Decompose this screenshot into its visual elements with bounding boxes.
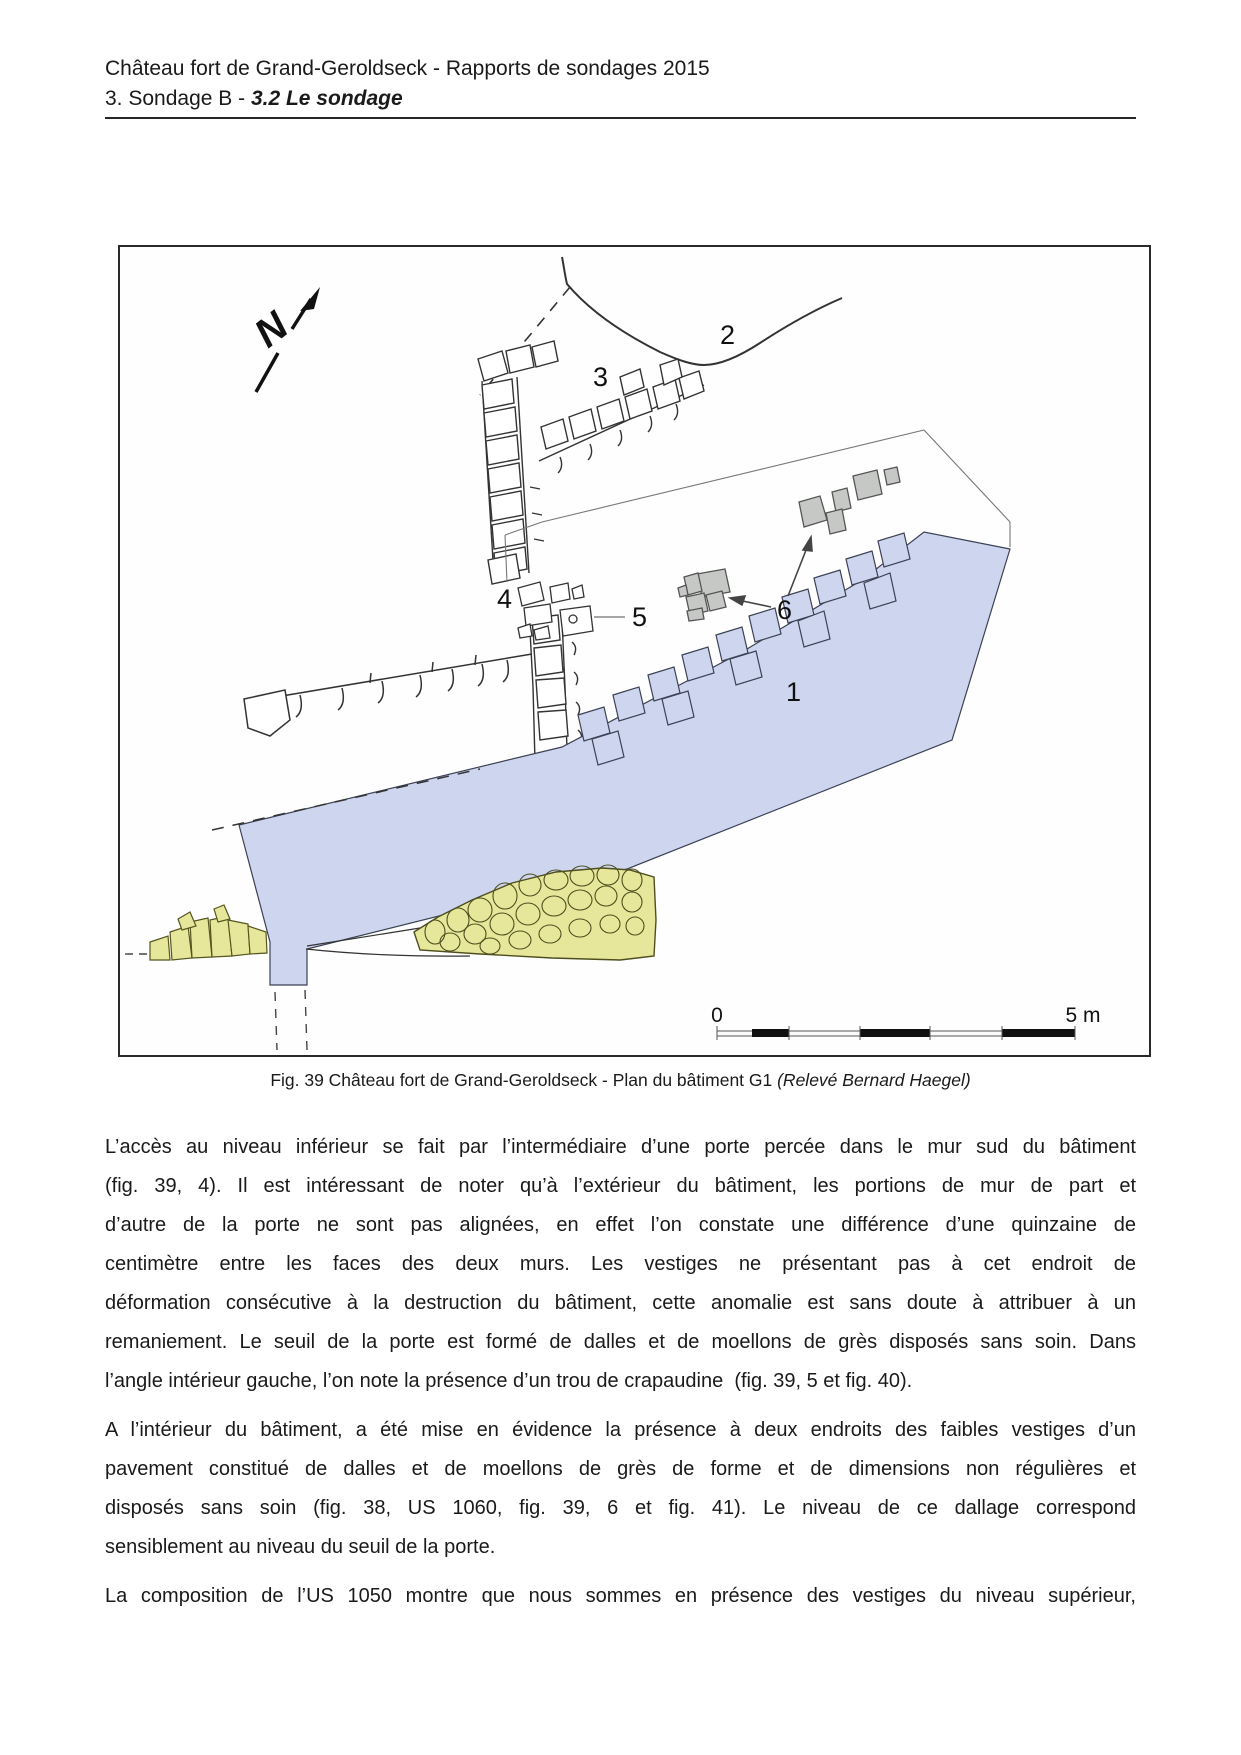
page-header [105,54,1136,114]
scale-bar [711,1004,1100,1040]
paragraph-gap [105,1401,1136,1411]
body-line: remaniement. Le seuil de la porte est formé de dalles et de moellons de grès disposés sans soin. Dans [105,1331,1136,1353]
body-line: l’angle intérieur gauche, l’on note la présence d’un trou de crapaudine (fig. 39, 5 et fig. 40). [105,1370,913,1392]
plan-label-4: 4 [497,584,513,614]
body-line: L’accès au niveau inférieur se fait par l’intermédiaire d’une porte percée dans le mur sud du bâtiment [105,1136,1136,1158]
body-line: A l’intérieur du bâtiment, a été mise en évidence la présence à deux endroits des faibles vestiges d’un [105,1419,1136,1441]
body-line: La composition de l’US 1050 montre que nous sommes en présence des vestiges du niveau supérieur, [105,1585,1136,1607]
dashed-limit-lower-1 [275,992,277,1050]
plan-label-5: 5 [632,602,648,632]
figure-39-plan [118,245,1151,1057]
plan-drawing [120,247,1149,1055]
terrain-edge-line [562,257,842,365]
body-line: disposés sans soin (fig. 38, US 1060, fig. 39, 6 et fig. 41). Le niveau de ce dallage correspond [105,1497,1136,1519]
body-line: centimètre entre les faces des deux murs. Les vestiges ne présentant pas à cet endroit de [105,1253,1136,1275]
section-subtitle [105,84,1136,114]
plan-label-6: 6 [777,595,793,625]
scale-zero-label: 0 [711,1004,723,1027]
caption-text: Fig. 39 Château fort de Grand-Geroldseck - Plan du bâtiment G1 [270,1070,778,1090]
body-line: sensiblement au niveau du seuil de la porte. [105,1536,496,1558]
plan-label-1: 1 [786,677,802,707]
body-line: pavement constitué de dalles et de moellons de grès de forme et de dimensions non régulières et [105,1458,1136,1480]
dashed-limit-lower-2 [305,990,307,1050]
subtitle-emphasis: 3.2 Le sondage [250,87,403,110]
dashed-limit-upper [480,287,570,395]
body-line: d’autre de la porte ne sont pas alignées, en effet l’on constate une différence d’une quinzaine de [105,1214,1136,1236]
threshold-stones-left [150,905,267,960]
subtitle-prefix: 3. Sondage B - [105,87,251,110]
caption-credit: (Relevé Bernard Haegel) [777,1070,971,1090]
wall-3-masonry [478,341,704,584]
west-wall-row [244,654,532,736]
plan-label-2: 2 [720,320,736,350]
figure-caption [105,1068,1136,1092]
paragraph-gap [105,1567,1136,1577]
body-line: (fig. 39, 4). Il est intéressant de noter qu’à l’extérieur du bâtiment, les portions de mur de part et [105,1175,1136,1197]
scale-end-label: 5 m [1065,1004,1101,1027]
plan-label-3: 3 [593,362,609,392]
north-letter: N [246,303,297,357]
north-arrow-icon [246,287,320,392]
header-rule [105,117,1136,119]
report-title: Château fort de Grand-Geroldseck - Rapports de sondages 2015 [105,57,710,80]
body-line: déformation consécutive à la destruction du bâtiment, cette anomalie est sans doute à attribuer à un [105,1292,1136,1314]
body-text [105,1128,1136,1616]
